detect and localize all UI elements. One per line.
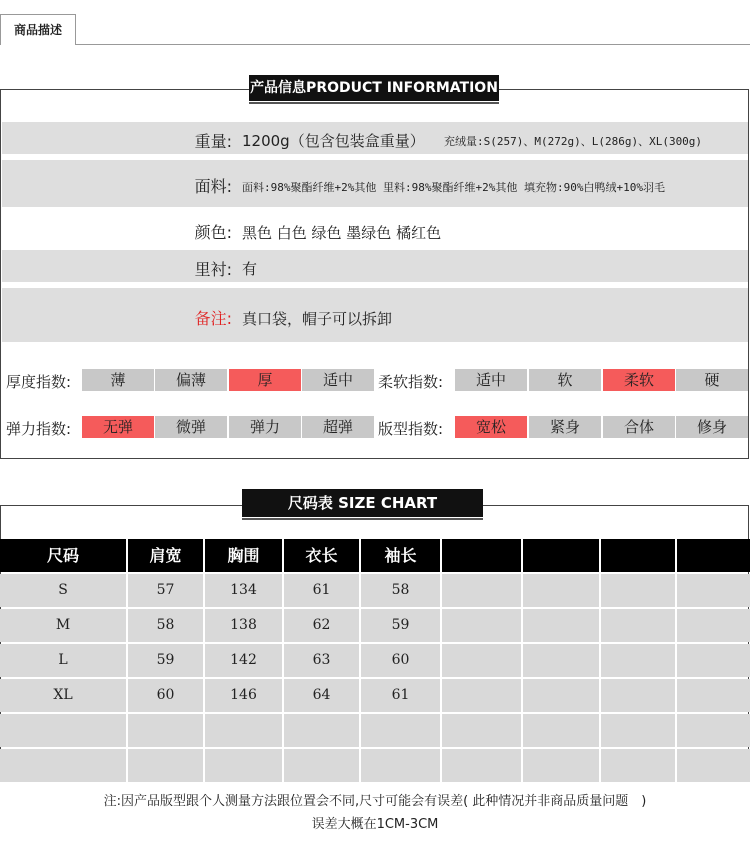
thickness-option-thin: 薄 <box>82 369 154 391</box>
color-row <box>2 214 748 246</box>
elasticity-option-slight: 微弹 <box>155 416 227 438</box>
size-chart-cell <box>601 679 675 712</box>
size-chart-cell <box>442 574 521 607</box>
color-label: 颜色: <box>194 223 232 242</box>
size-chart-cell <box>601 749 675 782</box>
size-chart-cell <box>523 714 599 747</box>
elasticity-option-none-selected: 无弹 <box>82 416 154 438</box>
softness-index-label: 柔软指数: <box>378 373 444 391</box>
size-chart-cell <box>523 609 599 642</box>
fill-weight-value: 充绒量:S(257)、M(272g)、L(286g)、XL(300g) <box>444 135 703 148</box>
tab-divider <box>76 44 750 45</box>
size-chart-cell <box>205 749 282 782</box>
size-chart-cell <box>0 714 126 747</box>
empty-col-header <box>523 539 599 572</box>
size-chart-cell: 146 <box>205 679 282 712</box>
size-chart-cell: 138 <box>205 609 282 642</box>
fabric-value: 面料:98%聚酯纤维+2%其他 里料:98%聚酯纤维+2%其他 填充物:90%白鸭绒+10%羽毛 <box>242 181 665 194</box>
elasticity-option-super: 超弹 <box>302 416 374 438</box>
softness-option-hard: 硬 <box>676 369 748 391</box>
size-chart-cell: 64 <box>284 679 359 712</box>
fit-index-label: 版型指数: <box>378 420 444 438</box>
fabric-row <box>2 160 748 207</box>
size-chart-cell <box>523 574 599 607</box>
fit-option-loose-selected: 宽松 <box>455 416 527 438</box>
shoulder-col-header: 肩宽 <box>128 539 203 572</box>
fabric-label: 面料: <box>194 177 232 196</box>
size-chart-cell <box>442 749 521 782</box>
size-chart-cell <box>677 749 750 782</box>
size-chart-cell <box>442 714 521 747</box>
size-chart-cell <box>442 609 521 642</box>
size-chart-cell: 60 <box>128 679 203 712</box>
size-chart-cell <box>677 714 750 747</box>
size-chart-cell <box>601 574 675 607</box>
size-chart-cell: 134 <box>205 574 282 607</box>
note-label: 备注: <box>194 309 232 328</box>
size-chart-cell <box>601 714 675 747</box>
note-row <box>2 288 748 342</box>
chest-col-header: 胸围 <box>205 539 282 572</box>
size-chart-cell: 142 <box>205 644 282 677</box>
note-value: 真口袋，帽子可以拆卸 <box>242 310 393 328</box>
softness-option-soft: 软 <box>529 369 601 391</box>
size-chart-cell <box>128 714 203 747</box>
size-chart-cell <box>284 749 359 782</box>
fit-option-regular: 合体 <box>603 416 675 438</box>
tab-product-description[interactable]: 商品描述 <box>0 14 76 45</box>
size-chart-cell: M <box>0 609 126 642</box>
fit-option-tight: 紧身 <box>529 416 601 438</box>
length-col-header: 衣长 <box>284 539 359 572</box>
size-chart-cell <box>442 679 521 712</box>
softness-option-moderate: 适中 <box>455 369 527 391</box>
lining-row <box>2 250 748 282</box>
size-chart-cell: S <box>0 574 126 607</box>
empty-col-header <box>677 539 750 572</box>
thickness-option-moderate: 适中 <box>302 369 374 391</box>
size-chart-cell: 62 <box>284 609 359 642</box>
size-col-header: 尺码 <box>0 539 126 572</box>
lining-value: 有 <box>242 260 258 278</box>
weight-label: 重量: <box>194 132 232 151</box>
size-chart-cell: 58 <box>361 574 440 607</box>
size-chart-cell <box>361 714 440 747</box>
weight-value: 1200g（包含包装盒重量） <box>242 132 425 150</box>
size-chart-cell: 58 <box>128 609 203 642</box>
size-chart-cell <box>601 644 675 677</box>
size-chart-cell <box>0 749 126 782</box>
size-chart-cell: 60 <box>361 644 440 677</box>
thickness-option-slightly-thin: 偏薄 <box>155 369 227 391</box>
size-chart-cell <box>601 609 675 642</box>
size-chart-cell <box>677 609 750 642</box>
size-chart-cell: L <box>0 644 126 677</box>
size-chart-cell <box>677 574 750 607</box>
size-chart-cell: 59 <box>128 644 203 677</box>
size-chart-cell: 61 <box>284 574 359 607</box>
softness-option-very-soft-selected: 柔软 <box>603 369 675 391</box>
size-chart-cell <box>677 644 750 677</box>
size-chart-cell <box>205 714 282 747</box>
elasticity-option-stretch: 弹力 <box>229 416 301 438</box>
weight-row <box>2 122 748 154</box>
size-chart-cell <box>523 644 599 677</box>
size-chart-cell: 57 <box>128 574 203 607</box>
size-chart-cell: 63 <box>284 644 359 677</box>
empty-col-header <box>601 539 675 572</box>
empty-col-header <box>442 539 521 572</box>
color-value: 黑色 白色 绿色 墨绿色 橘红色 <box>242 224 442 242</box>
size-chart-banner: 尺码表 SIZE CHART <box>242 489 483 517</box>
footnote-line-2: 误差大概在1CM-3CM <box>311 817 439 832</box>
size-chart-cell <box>442 644 521 677</box>
size-chart-cell <box>361 749 440 782</box>
footnote-line-1: 注:因产品版型跟个人测量方法跟位置会不同,尺寸可能会有误差( 此种情况并非商品质量问题 ) <box>103 794 647 809</box>
elasticity-index-label: 弹力指数: <box>6 420 72 438</box>
thickness-index-label: 厚度指数: <box>6 373 72 391</box>
fit-option-slim: 修身 <box>676 416 748 438</box>
size-chart-cell: 59 <box>361 609 440 642</box>
size-chart-cell <box>523 749 599 782</box>
thickness-option-thick-selected: 厚 <box>229 369 301 391</box>
size-chart-cell <box>128 749 203 782</box>
size-chart-cell <box>284 714 359 747</box>
size-chart-cell: 61 <box>361 679 440 712</box>
product-info-banner: 产品信息PRODUCT INFORMATION <box>249 75 499 101</box>
size-chart-cell <box>677 679 750 712</box>
size-chart-cell: XL <box>0 679 126 712</box>
sleeve-col-header: 袖长 <box>361 539 440 572</box>
lining-label: 里衬: <box>194 260 232 279</box>
size-chart-cell <box>523 679 599 712</box>
